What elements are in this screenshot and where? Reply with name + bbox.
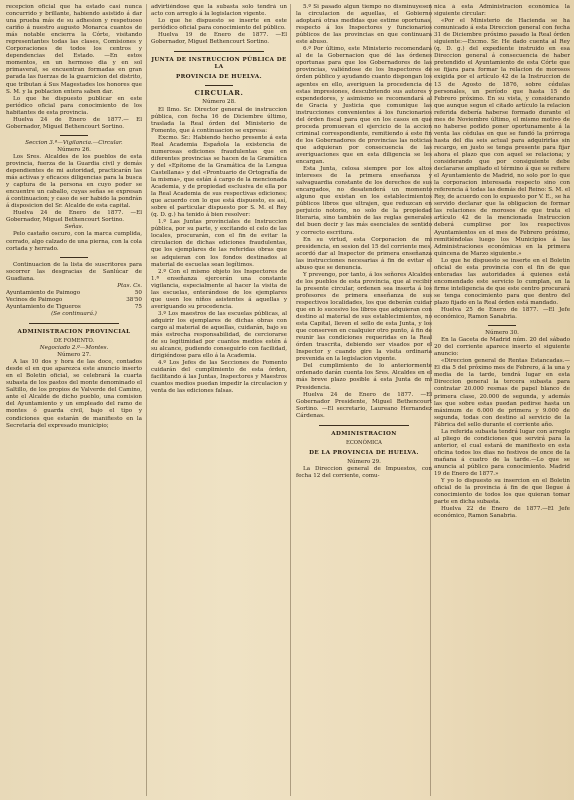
paragraph: Esta Junta, celosa siempre por los altos intereses de la primera enseñanza y salvaguardia constante de los derechos de sus encargados, no desatenderá un momento alguno que existan en los establecimientos públicos libros que ultrajen, que reduzcan en perjuicio notorio, no solo de la propiedad literaria, sino también de las reglas generales del buen decir y las más esenciales de sentido y correcto escritura. (296, 166, 432, 236)
section-heading: JUNTA DE INSTRUCCION PÚBLICA DE LA (151, 57, 287, 71)
signature: Huelva 22 de Enero de 1877.—El Jefe económico, Ramon Sanabria. (434, 506, 570, 520)
list-item: Ayuntamiento de Tigueros 75 (6, 303, 142, 310)
paragraph: En la Gaceta de Madrid núm. 20 del sábado 20 del corriente aparece inserto el siguiente anuncio: (434, 337, 570, 358)
paragraph: Y prevengo, por tanto, á los señores Alcaldes de los pueblos de esta provincia, que al recibir la presente circular, ordenen sea inserta á los profesores de primera enseñanza de sus respectivos localidades, los que deberán cuidar que en lo sucesivo los libros que adquieran con destino al material de sus establecimientos, no esta Capital, lleven el sello de esta Junta, y los que conserven en cualquier otro punto, á fin de reunir las condiciones requeridas en la Real órden trascrita, debiendo ser visados por el Inspector y cuando gire la visita ordinaria prevenida en la legislacion vigente. (296, 271, 432, 363)
item-number: Número 30. (485, 330, 519, 337)
separator (60, 257, 88, 258)
negociado-heading: Negociado 2.º—Montes. (39, 345, 109, 352)
paragraph: La Direccion general de Impuestos, con fecha 12 del corriente, comu- (296, 465, 432, 479)
paragraph: 1.º Las Juntas provinciales de Instruccion pública, por su parte, y excitando el celo de las locales, procurarán, con el fin de evitar la circulacion de dichas ediciones fraudulentas, que los ejemplares de las referidas obras que se adquieran con los fondos destinados al material de escuelas sean legítimos. (151, 219, 287, 268)
paragraph: A las 10 dos y hora de las doce, contados desde el en que aparezca este anuncio inserto en el Boletin oficial, se celebrará la cuarta subasta de los pastos del monte denominado el Saltillo, de los propios de Valverde del Camino, ante el Alcalde de dicho pueblo, una comision del Ayuntamiento y un empleado del ramo de montes ó guarda civil, bajo el tipo y condiciones que estarán de manifiesto en la Secretaría del expresado municipio; (6, 359, 142, 429)
paragraph: Pelo castaño oscuro, con la marca cumplida, cerrado, algo calzado de una pierna, con la cola cortada y herrado. (6, 231, 142, 252)
section-heading: DE LA PROVINCIA DE HUELVA. (309, 449, 419, 456)
separator (205, 85, 233, 86)
list-item: Ayuntamiento de Paimogo 50 (6, 289, 142, 296)
separator (319, 425, 409, 426)
signature: Huelva 25 de Enero de 1877. —El Jefe económico, Ramon Sanabria. (434, 307, 570, 321)
paragraph: advirtiéndose que la subasta solo tendrá un acto con arreglo á la legislacion vigente. (151, 4, 287, 18)
column-4 (434, 4, 570, 796)
column-1 (6, 4, 142, 796)
item-number: Número 28. (202, 99, 236, 106)
paragraph: «Direccion general de Rentas Estancadas.—El dia 5 del próximo mes de Febrero, á la una y media de la tarde, tendrá lugar en esta Direccion general la tercera subasta para contratar 20.000 resmas de papel blanco de primera clase, 20.000 de segunda, y además las que sobre estas puedan pedirse hasta un máximum de 6.000 de primera y 9.000 de segunda, todas con destino al servicio de la Fábrica del sello durante el corriente año. (434, 358, 570, 428)
paragraph: Lo que he dispuesto publicar en este periódico oficial para conocimiento de los habitantes de esta provincia. (6, 95, 142, 116)
column-2 (151, 4, 287, 796)
paragraph: El Ilmo. Sr. Director general de instruccion pública, con fecha 16 de Diciembre último, traslada la Real órden del Ministerio de Fomento, que á continuacion se expresa: (151, 106, 287, 134)
paragraph: «Por el Ministerio de Hacienda se ha comunicado á esta Direccion general con fecha 31 de Diciembre próximo pasado la Real órden siguiente:—Excmo. Sr. He dado cuenta al Rey (q. D. g.) del expediente instruido en esa Direccion general á consecuencia de haber pretendido el Ayuntamiento de esta Córte que se fijara para formar la relacion de morosos exigida por el artículo 42 de la Instruccion de 13 de Agosto de 1876, sobre cédulas personales, un período que hasta 15 de Febrero próximo. En su vista, y considerando que aunque segun el citado artículo la relacion referida debería haberse formado durante el mes de Noviembre último, el mismo motivo de no haberse podido poner oportunamente á la venta las cédulas en que se fundó la prórroga hasta del dia seis actual para adquirirlas sin recargo, en justo se tenga presente para fijar ahora el plazo que con aquel se relaciona; y considerando que por consiguiente debe declararse ampliado el término á que se refiere el Ayuntamiento de Madrid, no solo por lo que la corporacion interesada respecto sino con referencia á todas las demás del Reino: S. M. el Rey, de acuerdo con lo expuesto por V. E., se ha servido declarar que la obligacion de formar las relaciones de morosos de que trata el artículo 42 de la mencionada Instruccion deberá cumplirse por los respectivos Ayuntamientos en el mes de Febrero próximo, remitiéndolas luego los Municipios á las Administraciones económicas en la primera quincena de Marzo siguiente.» (434, 18, 570, 257)
column-rule (146, 4, 147, 796)
paragraph: 6.º Por último, este Ministerio recomendará al de la Gobernacion que dé las órdenes oportunas para que los Gobernadores de las provincias, valiéndose de los Inspectores de órden público y ayudando cuanto dispongan los agentes en ello, averiguen la procedencia de estas impresiones, descubriendo sus autores y expendedores, y asimismo se recomendará al de Gracia y Justicia que comunique las instrucciones convenientes á los funcionarios del órden fiscal para que en los casos en que proceda promuevan el ejercicio de la accion criminal correspondiente, remitiendo á este fin de los Gobernadores de provincias las noticias que adquieran por consecuencia de las averiguaciones que en esta diligencia se les encargan. (296, 46, 432, 166)
paragraph: En su virtud, esta Corporacion de mi presidencia, en sesion del 15 del corriente mes, acordó dar al Inspector de primera enseñanza las instrucciones necesarias á fin de evitar el abuso que se denuncia. (296, 236, 432, 271)
section-subheading: ECONÓMICA (346, 439, 382, 446)
separator (60, 135, 88, 136)
list-item: Vecinos de Paimogo 38'50 (6, 296, 142, 303)
circular-heading: CIRCULAR. (194, 89, 244, 98)
signature: Huelva 24 de Enero de 1877.— El Gobernador, Miguel Bethencourt Sortino. (6, 116, 142, 130)
paragraph: Y yo lo dispuesto su insercion en el Boletin oficial de la provincia á fin de que llegue á conocimiento de todos los que quieran tomar parte en dicha subasta. (434, 478, 570, 506)
paragraph: Excmo. Sr.: Habiendo hecho presente á esta Real Academia Española la existencia de numerosas ediciones fraudulentas que en diferentes provincias se hacen de la Gramática y del «Epítome de la Gramática de la Lengua Castellana» y del «Prontuario de Ortografía de la misma», que están á cargo de la mencionada Academia, y de propiedad esclusiva de ella por la Real Academia de sus respectivas ediciones; que acuerdo con lo que está dispuesto, es así, sobre el particular dispuesto por S. M. el Rey (q. D. g.) ha tenido á bien resolver: (151, 134, 287, 219)
column-rule (290, 4, 291, 796)
paragraph: Lo que he dispuesto se inserte en el Boletin oficial de esta provincia con el fin de que enteradas las autoridades á quienes está encomendado este servicio lo cumplan, en la firme inteligencia de que este centro procurará se tenga conocimiento para que dentro del plazo fijado en la Real órden está mandado. (434, 257, 570, 306)
column-heading: Ptas. Cs. (117, 282, 142, 289)
item-number: Número 26. (57, 146, 91, 153)
paragraph: La referida subasta tendrá lugar con arreglo al pliego de condiciones que servirá para la anterior, el cual estará de manifiesto en esta oficina todos los dias no festivos de once de la mañana á cuatro de la tarde.—Lo que se anuncia al público para conocimiento. Madrid 19 de Enero de 1877.» (434, 428, 570, 478)
paragraph: Continuacion de la lista de suscritores para socorrer las desgracias de Sanlúcar de Guadiana. (6, 261, 142, 282)
paragraph: 2.º Con el mismo objeto los Inspectores de 1.ª enseñanza ejercerán una constante vigilancia, especialmente al hacer la visita de las escuelas, enterándose de los ejemplares que usen los niños asistentes á aquellas y averiguando su procedencia. (151, 268, 287, 310)
paragraph: 3.º Los maestros de las escuelas públicas, al adquirir los ejemplares de dichas obras con cargo al material de aquellas, cuidarán, bajo su más estrecha responsabilidad, de cerciorarse de su legitimidad por cuantos medios estén á su alcance, pudiendo conseguirlo con facilidad, dirigiéndose para ello á la Academia. (151, 310, 287, 360)
paragraph: Lo que he dispuesto se inserte en este periódico oficial para conocimiento del público. (151, 18, 287, 32)
separator (488, 325, 516, 326)
signature: Huelva 24 de Enero de 1877. —El Gobernador, Miguel Bethencourt Sortino. (6, 210, 142, 224)
paragraph: Del cumplimiento de lo anteriormente ordenado darán cuenta los Sres. Alcaldes en el más breve plazo posible á esta Junta de mi Presidencia. (296, 363, 432, 391)
separator (174, 51, 264, 52)
paragraph: nica á esta Administracion económica la siguiente circular: (434, 4, 570, 18)
signature: Huelva 19 de Enero de 1877. —El Gobernador, Miguel Bethencourt Sortino. (151, 32, 287, 46)
section-heading: ADMINISTRACION (331, 430, 397, 437)
subheading: Señas. (64, 224, 84, 231)
column-3 (296, 4, 432, 796)
paragraph: Los Sres. Alcaldes de los pueblos de esta provincia, fuerza de la Guardia civil y demás dependientes de mi autoridad, practicarán las más activas y eficaces diligencias para la busca y captura de la persona en cuyo poder se encuentre un caballo, cuyas señas se expresan á continuacion; y caso de ser habido la pondrán á disposicion del Sr. Alcalde de esta capital. (6, 153, 142, 210)
signature: Huelva 24 de Enero de 1877. —El Gobernador Presidente, Miguel Bethencourt Sortino. —El secretario, Laureano Hernandez Cárdenas. (296, 391, 432, 419)
continuation-note: (Se continuará.) (51, 310, 97, 317)
section-heading: PROVINCIA DE HUELVA. (175, 74, 262, 81)
separator (29, 323, 119, 324)
item-number: Número 27. (57, 352, 91, 359)
item-number: Número 29. (347, 458, 381, 465)
section-subheading: DE FOMENTO. (53, 338, 95, 345)
section-heading: ADMINISTRACION PROVINCIAL (17, 328, 131, 335)
section-heading: Seccion 3.ª—Vigilancia.—Circular. (25, 139, 123, 146)
paragraph: 5.º Si pasado algun tiempo no disminuyesen la circulacion de aquellas, el Gobierno adoptará otras medidas que estime oportunas, respecto á los Inspectores y funcionarios públicos de las provincias en que continuara este abuso. (296, 4, 432, 46)
paragraph: 4.º Los Jefes de las Secciones de Fomento cuidarán del cumplimiento de esta órden, facilitando á las Juntas, Inspectores y Maestros cuantos medios puedan impedir la circulacion y venta de las ediciones falsas. (151, 360, 287, 395)
paragraph: recepcion oficial que ha estado casi nunca concurrido y brillante, habiendo asistido á dar una prueba más de su adhesion y respetuoso cariño á nuestro augusto Monarca cuantos de más notable encierra la Córte, visitando representantes todas las clases, Comisiones y Corporaciones de todos los centros y dependencias del Estado. —En estos momentos, en un hermoso dia y en sol primaveral, se encuentran formadas en gran parada las fuerzas de la guarnicion del distrito, que tributan á Sus Magestades los honores que S. M. y la poblacion entera saben dar. (6, 4, 142, 95)
